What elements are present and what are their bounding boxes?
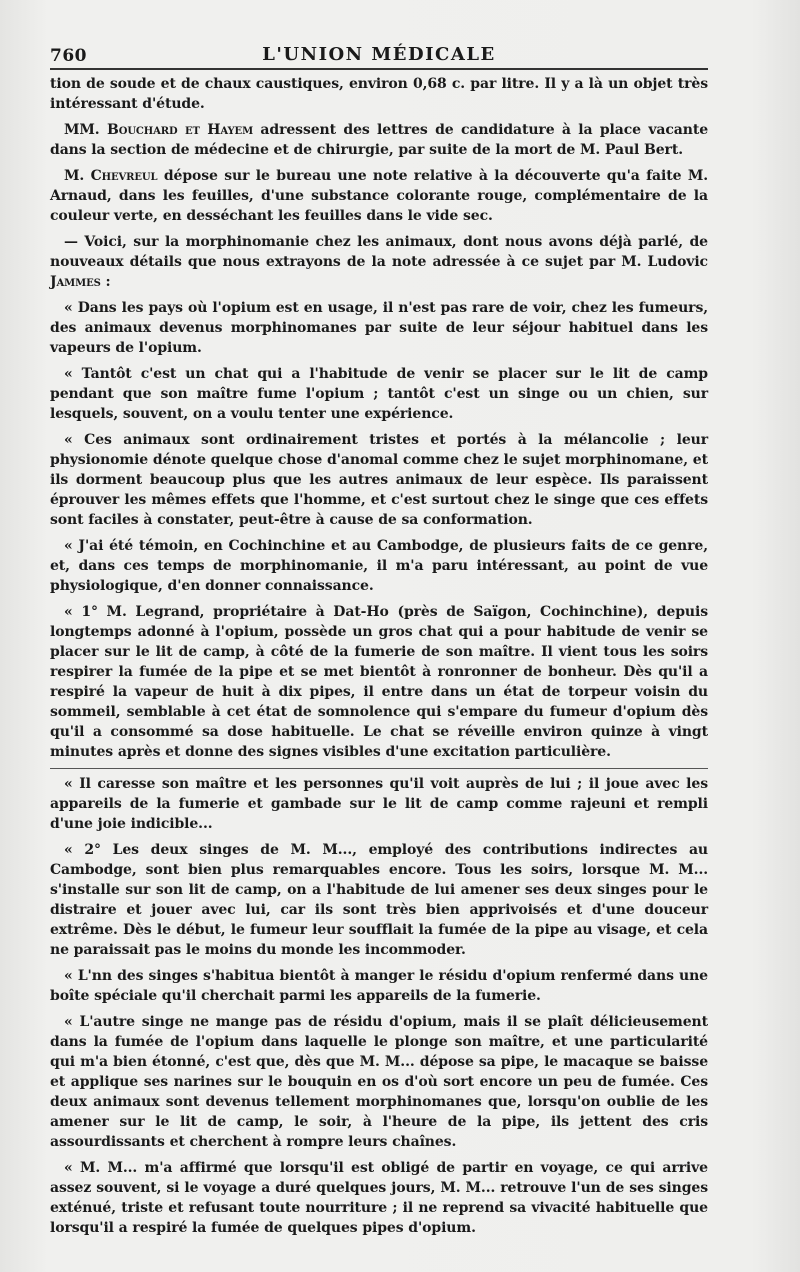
paragraph-quote-1: « Dans les pays où l'opium est en usage, il n'est pas rare de voir, chez les fumeurs, des animaux devenus morphinomanes par suite de leur séjour habituel dans les vapeurs de l'opium. [50,300,708,356]
column-rule [50,768,708,769]
paragraph-quote-4: « J'ai été témoin, en Cochinchine et au Cambodge, de plusieurs faits de ce genre, et, dans ces temps de morphinomanie, il m'a paru intéressant, au point de vue physiologique, d'en donner connaissance. [50,538,708,594]
morphinomanie-text: — Voici, sur la morphinomanie chez les animaux, dont nous avons déjà parlé, de nouveaux détails que nous extrayons de la note adressée à ce sujet par M. Ludovic [50,234,708,270]
paragraph-quote-2: « Tantôt c'est un chat qui a l'habitude de venir se placer sur le lit de camp pendant que son maître fume l'opium ; tantôt c'est un singe ou un chien, sur lesquels, souvent, on a voulu tenter une expérience. [50,366,708,422]
author-name: Jammes [50,274,101,290]
paragraph-continuation: tion de soude et de chaux caustiques, environ 0,68 c. par litre. Il y a là un objet très intéressant d'étude. [50,76,708,112]
paragraph-quote-5: « 1° M. Legrand, propriétaire à Dat-Ho (près de Saïgon, Cochinchine), depuis longtemps adonné à l'opium, possède un gros chat qui a pour habitude de venir se placer sur le lit de camp, à côté de la fumerie de son maître. Il vient tous les soirs respirer la fumée de la pipe et se met bientôt à ronronner de bonheur. Dès qu'il a respiré la vapeur de huit à dix pipes, il entre dans un état de torpeur voisin du sommeil, semblable à cet état de somnolence qui s'empare du fumeur d'opium dès qu'il a consommé sa dose habituelle. Le chat se réveille environ quinze à vingt minutes après et donne des signes visibles d'une excitation particulière. [50,604,708,760]
paragraph-quote-3: « Ces animaux sont ordinairement tristes et portés à la mélancolie ; leur physionomie dénote quelque chose d'anomal comme chez le sujet morphinomane, et ils dorment beaucoup plus que les autres animaux de leur espèce. Ils paraissent éprouver les mêmes effets que l'homme, et c'est surtout chez le singe que ces effets sont faciles à constater, peut-être à cause de sa conformation. [50,432,708,528]
paragraph-quote-7: « 2° Les deux singes de M. M..., employé des contributions indirectes au Cambodge, sont bien plus remarquables encore. Tous les soirs, lorsque M. M... s'installe sur son lit de camp, on a l'habitude de lui amener ses deux singes pour le distraire et jouer avec lui, car ils sont très bien apprivoisés et d'une douceur extrême. Dès le début, le fumeur leur soufflait la fumée de la pipe au visage, et cela ne paraissait pas le moins du monde les incommoder. [50,842,708,958]
page-header [50,0,708,74]
chevreul-name: Chevreul [90,168,158,184]
candidatures-text: adressent des lettres de candidature à la place vacante dans la section de médecine et de chirurgie, par suite de la mort de M. Paul Bert. [50,122,709,158]
paragraph-chevreul [50,166,708,226]
paragraph-candidatures [50,120,708,160]
paragraph-quote-6: « Il caresse son maître et les personnes qu'il voit auprès de lui ; il joue avec les appareils de la fumerie et gambade sur le lit de camp comme rajeuni et rempli d'une joie indicible... [50,776,708,832]
article-body [50,74,708,1238]
paragraph-quote-8: « L'nn des singes s'habitua bientôt à manger le résidu d'opium renfermé dans une boîte spéciale qu'il cherchait parmi les appareils de la fumerie. [50,968,708,1004]
running-title: L'UNION MÉDICALE [262,44,496,65]
author-suffix: : [100,274,111,290]
page-number: 760 [50,46,87,66]
paragraph-morphinomanie [50,232,708,292]
paragraph-quote-9: « L'autre singe ne mange pas de résidu d'opium, mais il se plaît délicieusement dans la fumée de l'opium dans laquelle le plonge son maître, et une particularité qui m'a bien étonné, c'est que, dès que M. M... dépose sa pipe, le macaque se baisse et applique ses narines sur le bouquin en os d'où sort encore un peu de fumée. Ces deux animaux sont devenus tellement morphinomanes que, lorsqu'on oublie de les amener sur le lit de camp, le soir, à l'heure de la pipe, ils jettent des cris assourdissants et cherchent à rompre leurs chaînes. [50,1014,708,1150]
paragraph-quote-10: « M. M... m'a affirmé que lorsqu'il est obligé de partir en voyage, ce qui arrive assez souvent, si le voyage a duré quelques jours, M. M... retrouve l'un de ses singes exténué, triste et refusant toute nourriture ; il ne reprend sa vivacité habituelle que lorsqu'il a respiré la fumée de quelques pipes d'opium. [50,1160,708,1236]
candidatures-names: Bouchard et Hayem [106,122,254,138]
header-rule [50,68,708,70]
chevreul-text: dépose sur le bureau une note relative à la découverte qu'a faite M. Arnaud, dans les feuilles, d'une substance colorante rouge, complémentaire de la couleur verte, en desséchant les feuilles dans le vide sec. [50,168,708,224]
chevreul-prefix: M. [64,168,91,184]
candidatures-prefix: MM. [64,122,107,138]
